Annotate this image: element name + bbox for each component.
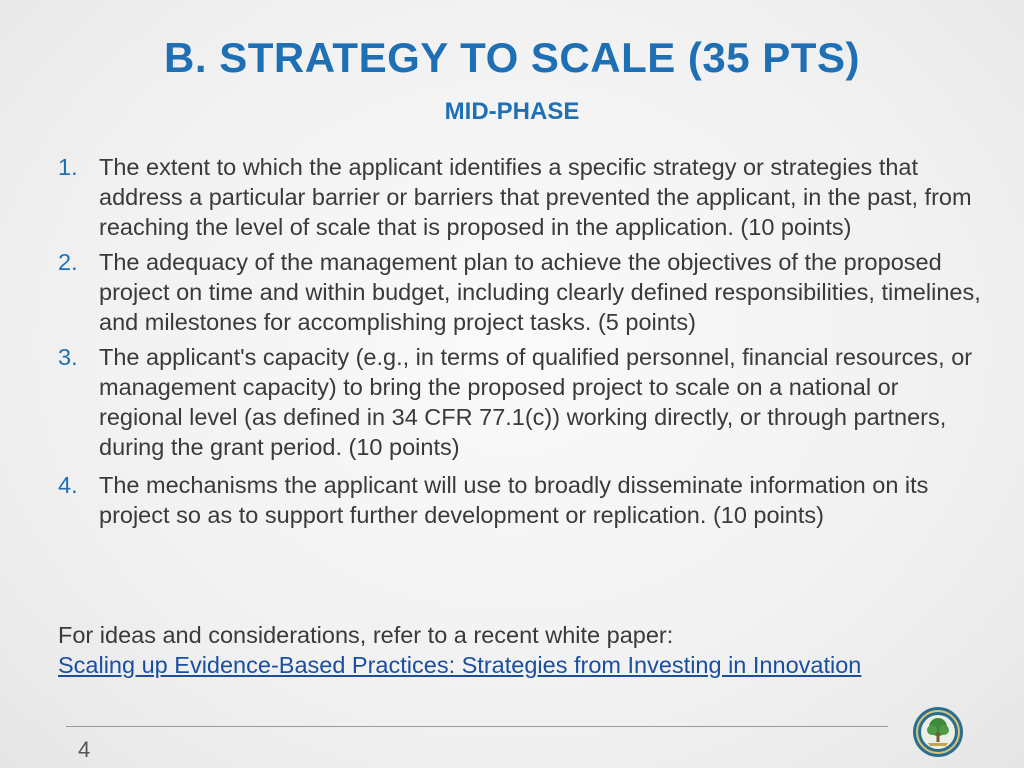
white-paper-note (58, 620, 998, 680)
criterion-number: 2. (58, 249, 78, 275)
criterion-text: The adequacy of the management plan to achieve the objectives of the proposed project on time and within budget, including clearly defined responsibilities, timelines, and milestones for accomplishing project tasks. (5 points) (99, 249, 981, 335)
criterion-number: 1. (58, 154, 78, 180)
slide-title: B. STRATEGY TO SCALE (35 PTS) (164, 34, 860, 81)
page-number: 4 (78, 737, 91, 762)
criterion-item (58, 247, 988, 337)
note-text: For ideas and considerations, refer to a recent white paper: (58, 622, 674, 648)
criterion-text: The applicant's capacity (e.g., in terms of qualified personnel, financial resources, or management capacity) to bring the proposed project to scale on a national or regional level (as defined in 34 CFR 77.1(c)) working directly, or through partners, during the grant period. (10 points) (99, 344, 973, 460)
criterion-item (58, 470, 988, 530)
criterion-text: The mechanisms the applicant will use to broadly disseminate information on its project so as to support further development or replication. (10 points) (99, 472, 929, 528)
criterion-item (58, 342, 988, 462)
criteria-list (58, 152, 988, 535)
criterion-number: 3. (58, 344, 78, 370)
criterion-item (58, 152, 988, 242)
white-paper-link[interactable]: Scaling up Evidence-Based Practices: Strategies from Investing in Innovation (58, 652, 862, 678)
slide-subtitle: MID-PHASE (444, 98, 580, 125)
criterion-text: The extent to which the applicant identifies a specific strategy or strategies that address a particular barrier or barriers that prevented the applicant, in the past, from reaching the level of scale that is proposed in the application. (10 points) (99, 154, 972, 240)
department-of-education-seal-icon (912, 706, 964, 758)
footer-divider (66, 726, 888, 727)
criterion-number: 4. (58, 472, 78, 498)
